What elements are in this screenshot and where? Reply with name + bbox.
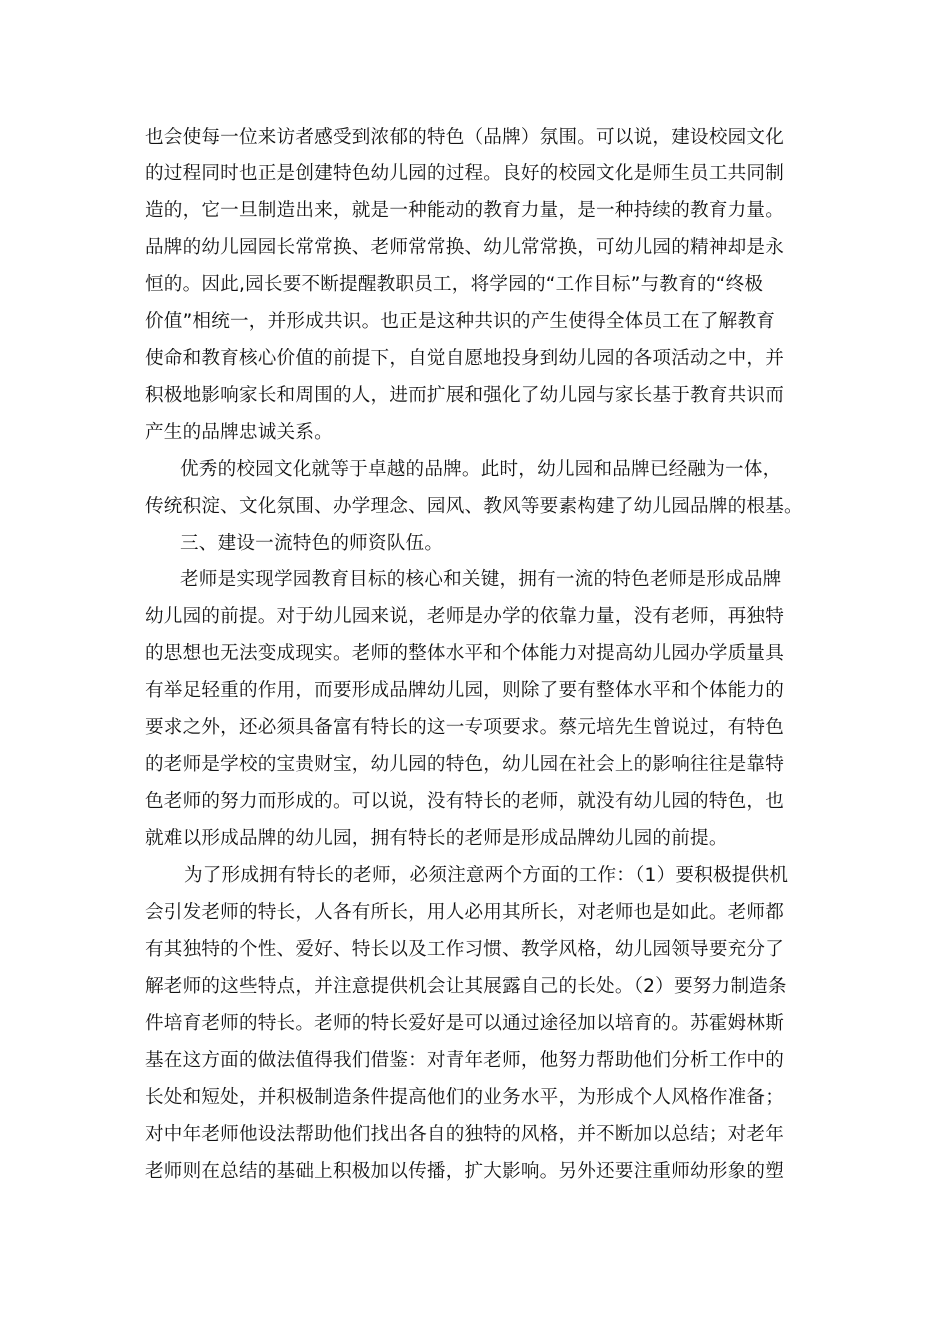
text-line: 件培育老师的特长。老师的特长爱好是可以通过途径加以培育的。苏霍姆林斯 [145,1013,784,1034]
text-line: 有其独特的个性、爱好、特长以及工作习惯、教学风格，幼儿园领导要充分了 [145,939,784,960]
text-line: 价值”相统一，并形成共识。也正是这种共识的产生使得全体员工在了解教育 [145,311,776,332]
text-line: 对中年老师他设法帮助他们找出各自的独特的风格，并不断加以总结；对老年 [145,1124,784,1145]
section-heading: 三、建设一流特色的师资队伍。 [180,533,444,554]
text-line: 也会使每一位来访者感受到浓郁的特色（品牌）氛围。可以说，建设校园文化 [145,127,784,148]
text-line: 的过程同时也正是创建特色幼儿园的过程。良好的校园文化是师生员工共同制 [145,163,784,184]
paragraph-first-line: 为了形成拥有特长的老师，必须注意两个方面的工作：（1）要积极提供机 [184,865,789,886]
text-line: 积极地影响家长和周围的人，进而扩展和强化了幼儿园与家长基于教育共识而 [145,385,784,406]
paragraph-first-line: 老师是实现学园教育目标的核心和关键，拥有一流的特色老师是形成品牌 [180,569,782,590]
text-line: 品牌的幼儿园园长常常换、老师常常换、幼儿常常换，可幼儿园的精神却是永 [145,237,784,258]
text-line: 要求之外，还必须具备富有特长的这一专项要求。蔡元培先生曾说过，有特色 [145,717,784,738]
text-line: 造的，它一旦制造出来，就是一种能动的教育力量，是一种持续的教育力量。 [145,200,784,221]
text-line: 幼儿园的前提。对于幼儿园来说，老师是办学的依靠力量，没有老师，再独特 [145,606,784,627]
text-line: 的老师是学校的宝贵财宝，幼儿园的特色，幼儿园在社会上的影响往往是靠特 [145,754,784,775]
text-line: 传统积淀、文化氛围、办学理念、园风、教风等要素构建了幼儿园品牌的根基。 [145,496,803,517]
text-line: 基在这方面的做法值得我们借鉴：对青年老师，他努力帮助他们分析工作中的 [145,1050,784,1071]
text-line: 色老师的努力而形成的。可以说，没有特长的老师，就没有幼儿园的特色，也 [145,791,784,812]
text-line: 恒的。因此,园长要不断提醒教职员工，将学园的“工作目标”与教育的“终极 [145,274,764,295]
paragraph-first-line: 优秀的校园文化就等于卓越的品牌。此时，幼儿园和品牌已经融为一体， [180,459,782,480]
text-line: 产生的品牌忠诚关系。 [145,422,333,443]
text-line: 有举足轻重的作用，而要形成品牌幼儿园，则除了要有整体水平和个体能力的 [145,680,784,701]
text-line: 的思想也无法变成现实。老师的整体水平和个体能力对提高幼儿园办学质量具 [145,643,784,664]
text-line: 使命和教育核心价值的前提下，自觉自愿地投身到幼儿园的各项活动之中，并 [145,348,784,369]
text-line: 老师则在总结的基础上积极加以传播，扩大影响。另外还要注重师幼形象的塑 [145,1161,784,1182]
text-line: 就难以形成品牌的幼儿园，拥有特长的老师是形成品牌幼儿园的前提。 [145,828,728,849]
text-line: 会引发老师的特长，人各有所长，用人必用其所长，对老师也是如此。老师都 [145,902,784,923]
text-line: 解老师的这些特点，并注意提供机会让其展露自己的长处。（2）要努力制造条 [145,976,787,997]
text-line: 长处和短处，并积极制造条件提高他们的业务水平，为形成个人风格作准备； [145,1087,784,1108]
